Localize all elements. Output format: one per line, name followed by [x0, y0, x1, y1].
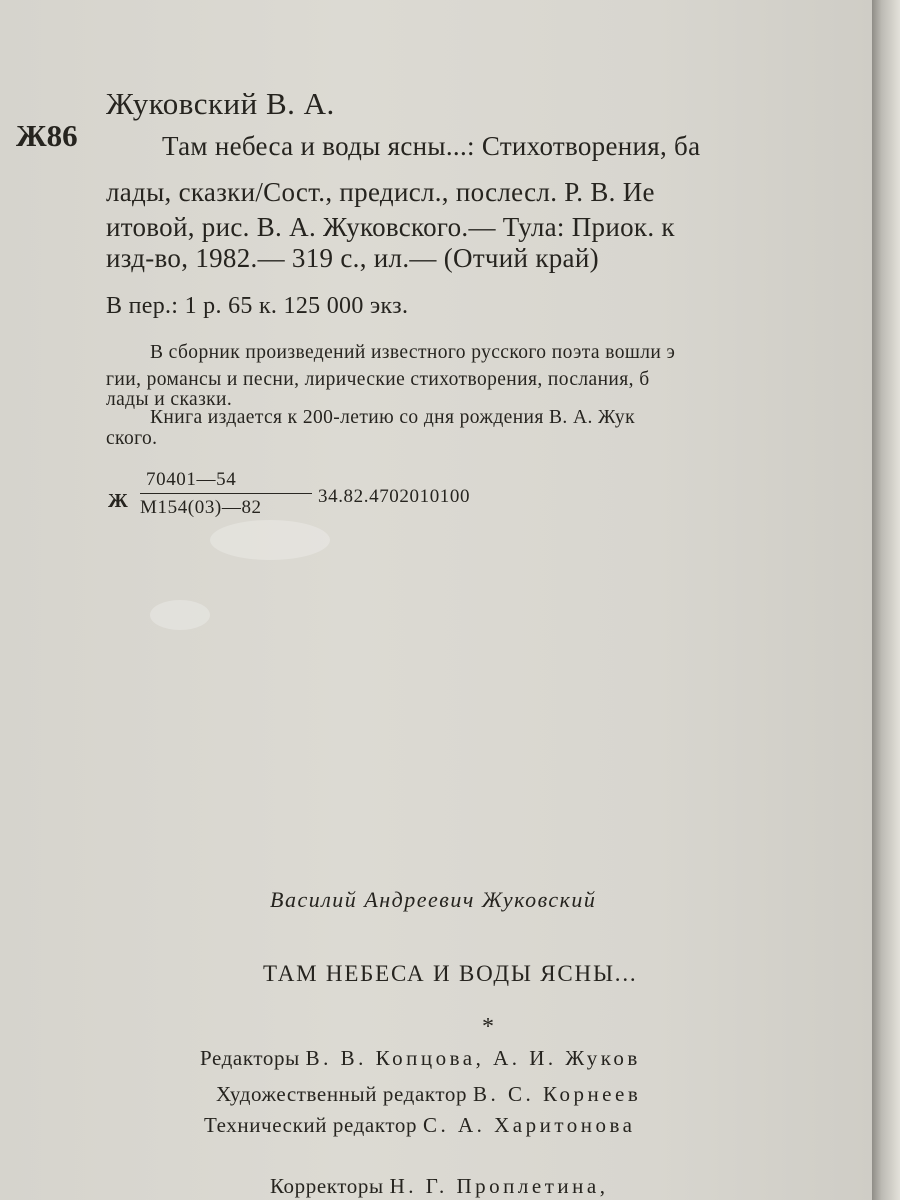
bibliographic-author: Жуковский В. А.: [106, 86, 335, 121]
credit-names: В. В. Копцова, А. И. Жуков: [305, 1046, 641, 1070]
credit-correctors: [270, 1174, 608, 1199]
paper-stain: [210, 520, 330, 560]
book-title: ТАМ НЕБЕСА И ВОДЫ ЯСНЫ...: [263, 961, 638, 986]
bibliographic-line: изд-во, 1982.— 319 с., ил.— (Отчий край): [106, 243, 599, 273]
credit-names: С. А. Харитонова: [422, 1113, 636, 1137]
annotation-line: ского.: [106, 428, 158, 449]
credit-label: Художественный редактор: [216, 1082, 468, 1106]
classification-prefix: Ж: [108, 490, 128, 512]
classification-fraction: [140, 469, 312, 519]
credit-label: Редакторы: [200, 1046, 300, 1070]
classification-denominator: М154(03)—82: [140, 497, 262, 518]
credit-art-editor: [216, 1082, 641, 1107]
credit-label: Корректоры: [270, 1174, 384, 1198]
annotation-line: Книга издается к 200-летию со дня рождения В. А. Жук: [150, 407, 635, 428]
separator-asterisk: *: [482, 1014, 494, 1040]
annotation-line: гии, романсы и песни, лирические стихотворения, послания, б: [106, 369, 650, 390]
annotation-line: лады и сказки.: [106, 389, 233, 410]
classification-code: 34.82.4702010100: [318, 486, 471, 507]
price-and-print-run: В пер.: 1 р. 65 к. 125 000 экз.: [106, 293, 409, 319]
paper-stain: [150, 600, 210, 630]
bibliographic-line: лады, сказки/Сост., предисл., послесл. Р. В. Ие: [106, 177, 655, 207]
fraction-line: [140, 493, 312, 494]
page-edge-shadow: [872, 0, 900, 1200]
annotation-line: В сборник произведений известного русского поэта вошли э: [150, 342, 676, 363]
author-full-name: Василий Андреевич Жуковский: [270, 887, 597, 912]
bibliographic-line: итовой, рис. В. А. Жуковского.— Тула: Приок. к: [106, 212, 675, 242]
credit-names: В. С. Корнеев: [472, 1082, 642, 1106]
credit-tech-editor: [204, 1113, 635, 1138]
bibliographic-line: Там небеса и воды ясны...: Стихотворения, ба: [162, 131, 701, 161]
credit-label: Технический редактор: [204, 1113, 418, 1137]
credit-editors: [200, 1046, 641, 1071]
classification-numerator: 70401—54: [146, 469, 237, 490]
credit-names: Н. Г. Проплетина,: [389, 1174, 609, 1198]
library-code: Ж86: [16, 118, 78, 153]
